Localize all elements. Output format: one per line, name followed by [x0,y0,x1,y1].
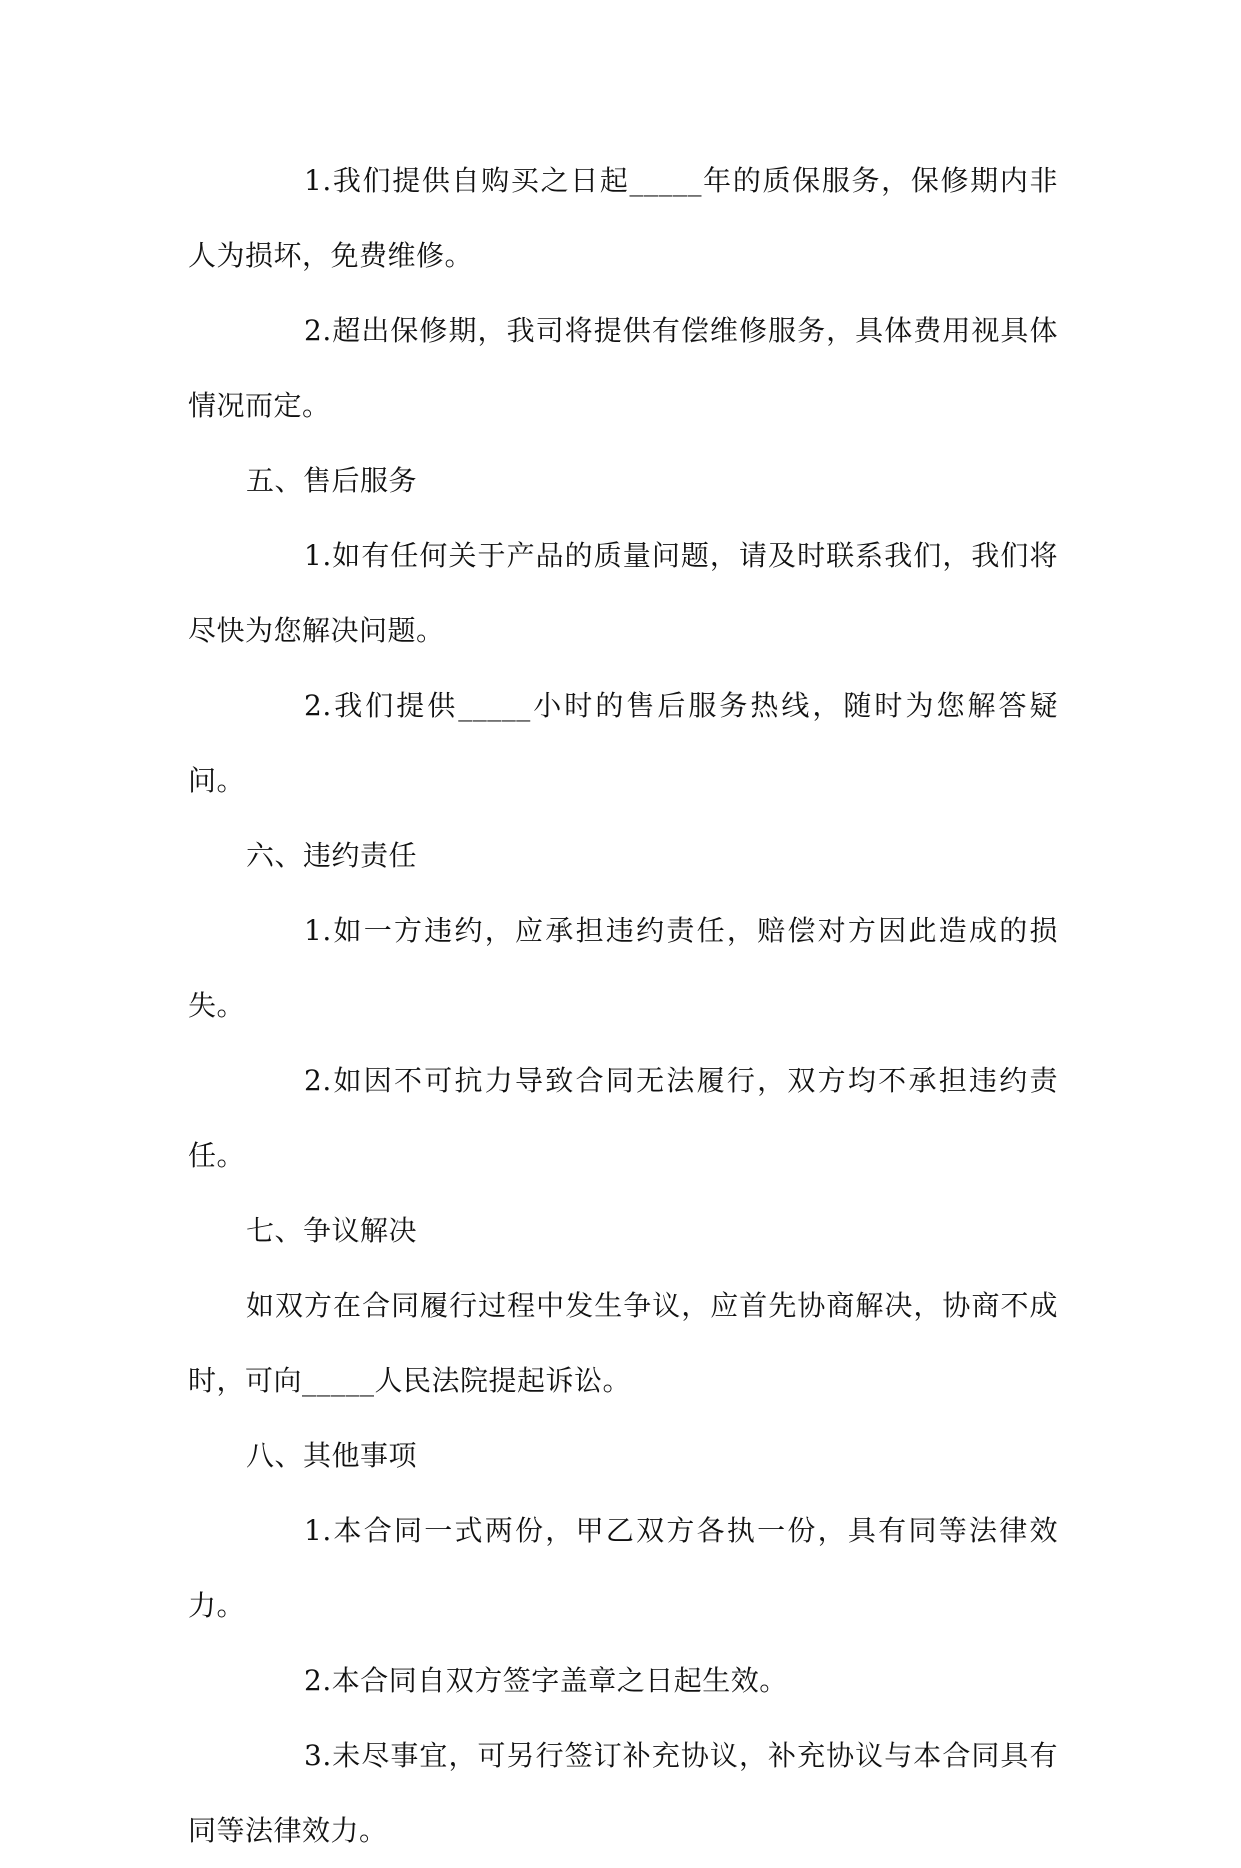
section-heading-after-sales [188,443,1058,518]
section-heading-text: 六、违约责任 [246,839,418,872]
section-heading-dispute [188,1193,1058,1268]
clause-number: 1. [304,914,332,947]
clause-text: 本合同一式两份，甲乙双方各执一份，具有同等法律效力。 [188,1514,1058,1622]
clause-after-sales-2 [188,668,1058,818]
clause-dispute [188,1268,1058,1418]
clause-number: 3. [304,1739,332,1772]
clause-other-1 [188,1493,1058,1643]
clause-text: 我们提供_____小时的售后服务热线，随时为您解答疑问。 [188,689,1058,797]
clause-number: 2. [304,314,332,347]
clause-text: 如有任何关于产品的质量问题，请及时联系我们，我们将尽快为您解决问题。 [188,539,1058,647]
clause-other-2 [188,1643,1058,1718]
clause-text: 如一方违约，应承担违约责任，赔偿对方因此造成的损失。 [188,914,1058,1022]
section-heading-text: 五、售后服务 [246,464,418,497]
clause-number: 1. [304,164,332,197]
section-heading-text: 八、其他事项 [246,1439,418,1472]
clause-text: 我们提供自购买之日起_____年的质保服务，保修期内非人为损坏，免费维修。 [188,164,1058,272]
clause-after-sales-1 [188,518,1058,668]
clause-breach-1 [188,893,1058,1043]
clause-warranty-1 [188,143,1058,293]
clause-text: 未尽事宜，可另行签订补充协议，补充协议与本合同具有同等法律效力。 [188,1739,1058,1847]
clause-text: 如双方在合同履行过程中发生争议，应首先协商解决，协商不成时，可向_____人民法院提起诉讼。 [188,1289,1058,1397]
section-heading-text: 七、争议解决 [246,1214,418,1247]
clause-text: 如因不可抗力导致合同无法履行，双方均不承担违约责任。 [188,1064,1058,1172]
clause-number: 1. [304,1514,332,1547]
clause-warranty-2 [188,293,1058,443]
document-body [188,143,1058,1868]
clause-breach-2 [188,1043,1058,1193]
section-heading-other [188,1418,1058,1493]
clause-number: 2. [304,689,332,722]
clause-number: 2. [304,1064,332,1097]
clause-text: 超出保修期，我司将提供有偿维修服务，具体费用视具体情况而定。 [188,314,1058,422]
clause-other-3 [188,1718,1058,1868]
clause-number: 1. [304,539,332,572]
section-heading-breach [188,818,1058,893]
clause-number: 2. [304,1664,332,1697]
clause-text: 本合同自双方签字盖章之日起生效。 [331,1664,788,1697]
